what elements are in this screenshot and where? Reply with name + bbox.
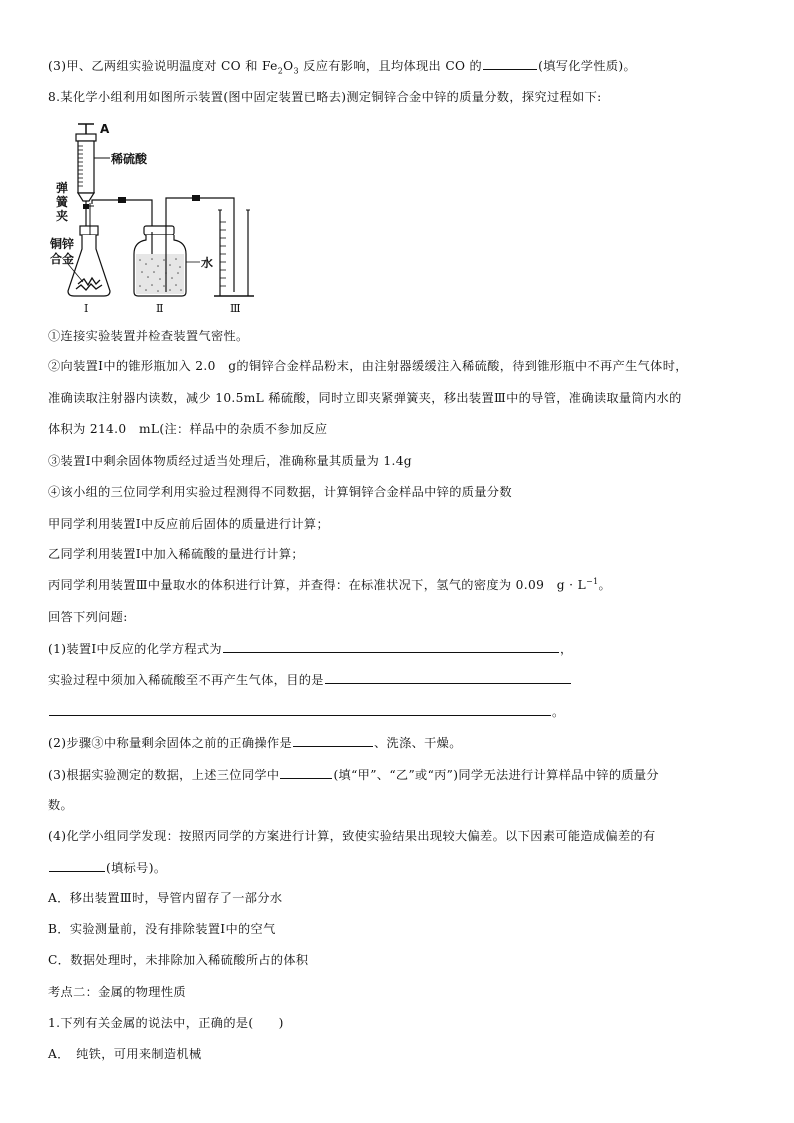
label-clamp-1: 弹 (56, 181, 69, 195)
label-copper-zinc: 铜锌 (50, 237, 75, 251)
step-2-line-3: 体积为 214.0 mL(注：样品中的杂质不参加反应 (48, 422, 328, 436)
option-A: A．移出装置Ⅲ时，导管内留存了一部分水 (48, 891, 283, 905)
label-A: A (100, 122, 110, 136)
step-1: ①连接实验装置并检查装置气密性。 (48, 329, 249, 343)
question-1-purpose: 实验过程中须加入稀硫酸至不再产生气体，目的是 (48, 671, 572, 688)
question-3-line: (3)甲、乙两组实验说明温度对 CO 和 $Fe_2O_3$ 反应有影响，且均体现出 CO 的 (填写化学性质)。 (48, 59, 637, 76)
answer-blank[interactable] (325, 671, 571, 684)
problem-8-intro: 8.某化学小组利用如图所示装置(图中固定装置已略去)测定铜锌合金中锌的质量分数，探究过程如下: (48, 90, 602, 104)
step-3: ③装置Ⅰ中剩余固体物质经过适当处理后，准确称量其质量为 1.4g (48, 454, 412, 468)
label-clamp-2: 簧 (56, 195, 69, 209)
student-yi: 乙同学利用装置Ⅰ中加入稀硫酸的量进行计算； (48, 547, 304, 561)
label-I: Ⅰ (84, 302, 89, 314)
label-II: Ⅱ (156, 302, 164, 314)
gas-washing-bottle-II (134, 200, 200, 296)
question-2: (2)步骤③中称量剩余固体之前的正确操作是 、洗涤、干燥。 (48, 736, 462, 750)
label-water: 水 (201, 256, 214, 270)
answer-blank[interactable] (483, 57, 537, 70)
step-4: ④该小组的三位同学利用实验过程测得不同数据，计算铜锌合金样品中锌的质量分数 (48, 485, 512, 499)
question-3-line-2: 数。 (48, 798, 74, 812)
student-jia: 甲同学利用装置Ⅰ中反应前后固体的质量进行计算； (48, 517, 329, 531)
answer-blank[interactable] (280, 766, 332, 779)
answer-blank[interactable] (49, 859, 105, 872)
step-2-line-2: 准确读取注射器内读数，减少 10.5mL 稀硫酸，同时立即夹紧弹簧夹，移出装置Ⅲ中的导管，准确读取量筒内水的 (48, 391, 682, 405)
answer-blank[interactable] (223, 640, 559, 653)
label-clamp-3: 夹 (56, 209, 69, 223)
answer-prompt: 回答下列问题: (48, 610, 128, 624)
question-3-line-1: (3)根据实验测定的数据，上述三位同学中 (填“甲”、“乙”或“丙”)同学无法进行计算样品中锌的质量分 (48, 768, 659, 782)
question-metal-1: 1.下列有关金属的说法中，正确的是( ) (48, 1016, 284, 1030)
option-C: C．数据处理时，未排除加入稀硫酸所占的体积 (48, 953, 309, 967)
apparatus-figure (48, 114, 278, 314)
spring-clamp (83, 204, 89, 209)
option-B: B．实验测量前，没有排除装置Ⅰ中的空气 (48, 922, 276, 936)
question-1-purpose-cont: 。 (48, 703, 565, 720)
question-metal-option-A: A． 纯铁，可用来制造机械 (48, 1047, 202, 1061)
label-dilute-sulfuric-acid: 稀硫酸 (111, 152, 148, 166)
section-heading: 考点二：金属的物理性质 (48, 985, 186, 999)
question-4-line-2: (填标号)。 (48, 859, 166, 876)
conical-flask-I (68, 203, 110, 296)
label-alloy: 合金 (50, 252, 75, 266)
answer-blank[interactable] (49, 703, 551, 716)
student-bing: 丙同学利用装置Ⅲ中量取水的体积进行计算，并查得：在标准状况下，氢气的密度为 0.09 $g \cdot L^{-1}$。 (48, 576, 612, 592)
syringe-A (76, 124, 110, 226)
question-1-equation: (1)装置Ⅰ中反应的化学方程式为 ， (48, 642, 573, 656)
answer-blank[interactable] (293, 734, 373, 747)
step-2-line-1: ②向装置Ⅰ中的锥形瓶加入 2.0 g的铜锌合金样品粉末，由注射器缓缓注入稀硫酸，待到锥形瓶中不再产生气体时， (48, 359, 688, 373)
label-III: Ⅲ (230, 302, 241, 314)
question-4-line-1: (4)化学小组同学发现：按照丙同学的方案进行计算，致使实验结果出现较大偏差。以下因素可能造成偏差的有 (48, 829, 656, 843)
